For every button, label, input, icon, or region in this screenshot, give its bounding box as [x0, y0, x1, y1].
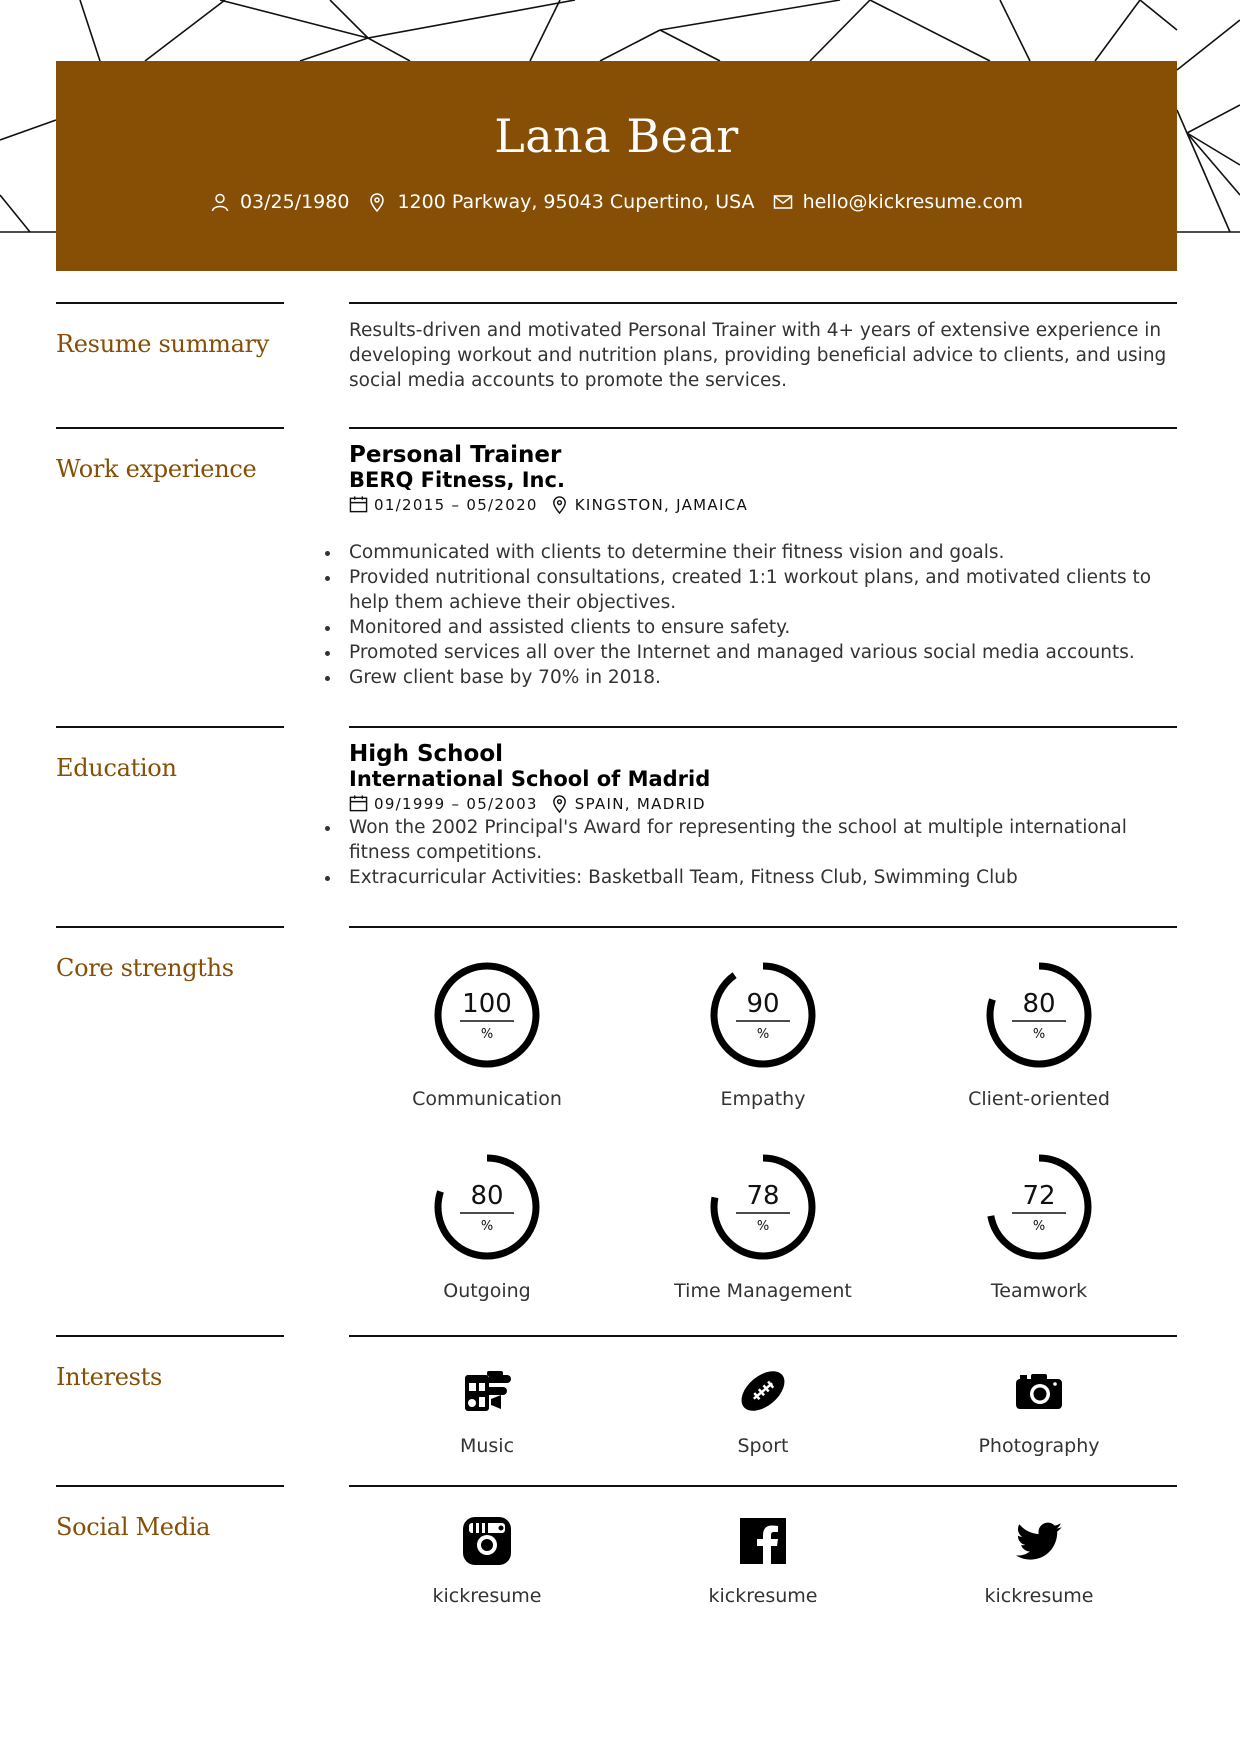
- school-name: International School of Madrid: [349, 767, 711, 791]
- strength-unit: %: [1032, 1219, 1046, 1234]
- bullet-item: Provided nutritional consultations, created 1:1 workout plans, and motivated clients to help them achieve their objectives.: [349, 565, 1177, 615]
- location-pin-icon: [550, 495, 569, 514]
- bullet-item: Communicated with clients to determine their fitness vision and goals.: [349, 540, 1177, 565]
- strength-label: Client-oriented: [968, 1088, 1110, 1110]
- calendar-icon: [349, 495, 368, 514]
- job-location: KINGSTON, JAMAICA: [574, 495, 749, 514]
- strength-value: 78: [746, 1181, 780, 1211]
- strength-item: [901, 1152, 1177, 1302]
- strength-gauge: [708, 1152, 818, 1262]
- strength-label: Time Management: [674, 1280, 852, 1302]
- birthdate-item: [210, 191, 350, 213]
- interest-item: [349, 1365, 625, 1457]
- camera-icon: [1013, 1365, 1065, 1417]
- bullet-item: Won the 2002 Principal's Award for representing the school at multiple international fitness competitions.: [349, 815, 1177, 865]
- section-title: Work experience: [56, 455, 257, 483]
- strength-gauge: [708, 960, 818, 1070]
- social-row: [349, 1515, 1177, 1607]
- facebook-icon: [737, 1515, 789, 1567]
- social-handle[interactable]: kickresume: [708, 1585, 818, 1607]
- education-location: SPAIN, MADRID: [574, 794, 706, 813]
- strength-item: [901, 960, 1177, 1110]
- section-title: Education: [56, 754, 177, 782]
- strength-unit: %: [756, 1219, 770, 1234]
- strength-item: [625, 1152, 901, 1302]
- summary-text: Results-driven and motivated Personal Trainer with 4+ years of extensive experience in developing workout and nutrition plans, providing beneficial advice to clients, and using social media accounts to promote the services.: [349, 320, 1167, 391]
- strength-label: Communication: [412, 1088, 562, 1110]
- interest-item: [901, 1365, 1177, 1457]
- work-bullet-list: [349, 540, 1177, 690]
- calendar-icon: [349, 794, 368, 813]
- strength-label: Empathy: [720, 1088, 806, 1110]
- strength-unit: %: [756, 1027, 770, 1042]
- bullet-item: Monitored and assisted clients to ensure safety.: [349, 615, 1177, 640]
- section-title: Social Media: [56, 1513, 211, 1541]
- header-banner: [56, 61, 1177, 271]
- strength-value: 100: [462, 989, 512, 1019]
- section-title: Interests: [56, 1363, 163, 1391]
- location-pin-icon: [367, 192, 387, 212]
- strength-value: 80: [1022, 989, 1056, 1019]
- strength-value: 72: [1022, 1181, 1056, 1211]
- interest-label: Music: [459, 1435, 515, 1457]
- social-handle[interactable]: kickresume: [432, 1585, 542, 1607]
- bullet-item: Grew client base by 70% in 2018.: [349, 665, 1177, 690]
- strength-label: Outgoing: [443, 1280, 531, 1302]
- social-item[interactable]: [901, 1515, 1177, 1607]
- email-item[interactable]: [773, 191, 1024, 213]
- education-meta: [349, 794, 1177, 813]
- social-item[interactable]: [625, 1515, 901, 1607]
- education-bullet-list: [349, 815, 1177, 890]
- location-pin-icon: [550, 794, 569, 813]
- bullet-item: Promoted services all over the Internet and managed various social media accounts.: [349, 640, 1177, 665]
- strength-gauge: [984, 1152, 1094, 1262]
- strength-item: [349, 1152, 625, 1302]
- email[interactable]: hello@kickresume.com: [802, 191, 1024, 213]
- interest-label: Sport: [737, 1435, 789, 1457]
- strength-value: 90: [746, 989, 780, 1019]
- envelope-icon: [773, 192, 793, 212]
- strengths-row: [349, 1152, 1177, 1302]
- job-meta: [349, 495, 1177, 514]
- football-icon: [737, 1365, 789, 1417]
- company-name: BERQ Fitness, Inc.: [349, 468, 565, 492]
- interest-label: Photography: [978, 1435, 1100, 1457]
- strength-gauge: [984, 960, 1094, 1070]
- strength-label: Teamwork: [990, 1280, 1088, 1302]
- instagram-icon: [461, 1515, 513, 1567]
- strength-item: [625, 960, 901, 1110]
- twitter-icon: [1013, 1515, 1065, 1567]
- bullet-item: Extracurricular Activities: Basketball Team, Fitness Club, Swimming Club: [349, 865, 1177, 890]
- section-title: Resume summary: [56, 330, 270, 358]
- strength-unit: %: [480, 1219, 494, 1234]
- job-dates: 01/2015 – 05/2020: [374, 495, 538, 514]
- education-dates: 09/1999 – 05/2003: [374, 794, 538, 813]
- degree-title: High School: [349, 741, 504, 767]
- strength-item: [349, 960, 625, 1110]
- address-item: [367, 191, 754, 213]
- interest-item: [625, 1365, 901, 1457]
- candidate-name: Lana Bear: [494, 109, 739, 163]
- contact-row: [56, 191, 1177, 213]
- social-item[interactable]: [349, 1515, 625, 1607]
- strength-unit: %: [1032, 1027, 1046, 1042]
- job-title: Personal Trainer: [349, 442, 562, 468]
- strength-value: 80: [470, 1181, 504, 1211]
- social-handle[interactable]: kickresume: [984, 1585, 1094, 1607]
- birthdate: 03/25/1980: [239, 191, 350, 213]
- interests-row: [349, 1365, 1177, 1457]
- strength-gauge: [432, 1152, 542, 1262]
- person-icon: [210, 192, 230, 212]
- music-icon: [461, 1365, 513, 1417]
- strength-unit: %: [480, 1027, 494, 1042]
- section-title: Core strengths: [56, 954, 234, 982]
- address: 1200 Parkway, 95043 Cupertino, USA: [397, 191, 755, 213]
- strengths-row: [349, 960, 1177, 1110]
- strength-gauge: [432, 960, 542, 1070]
